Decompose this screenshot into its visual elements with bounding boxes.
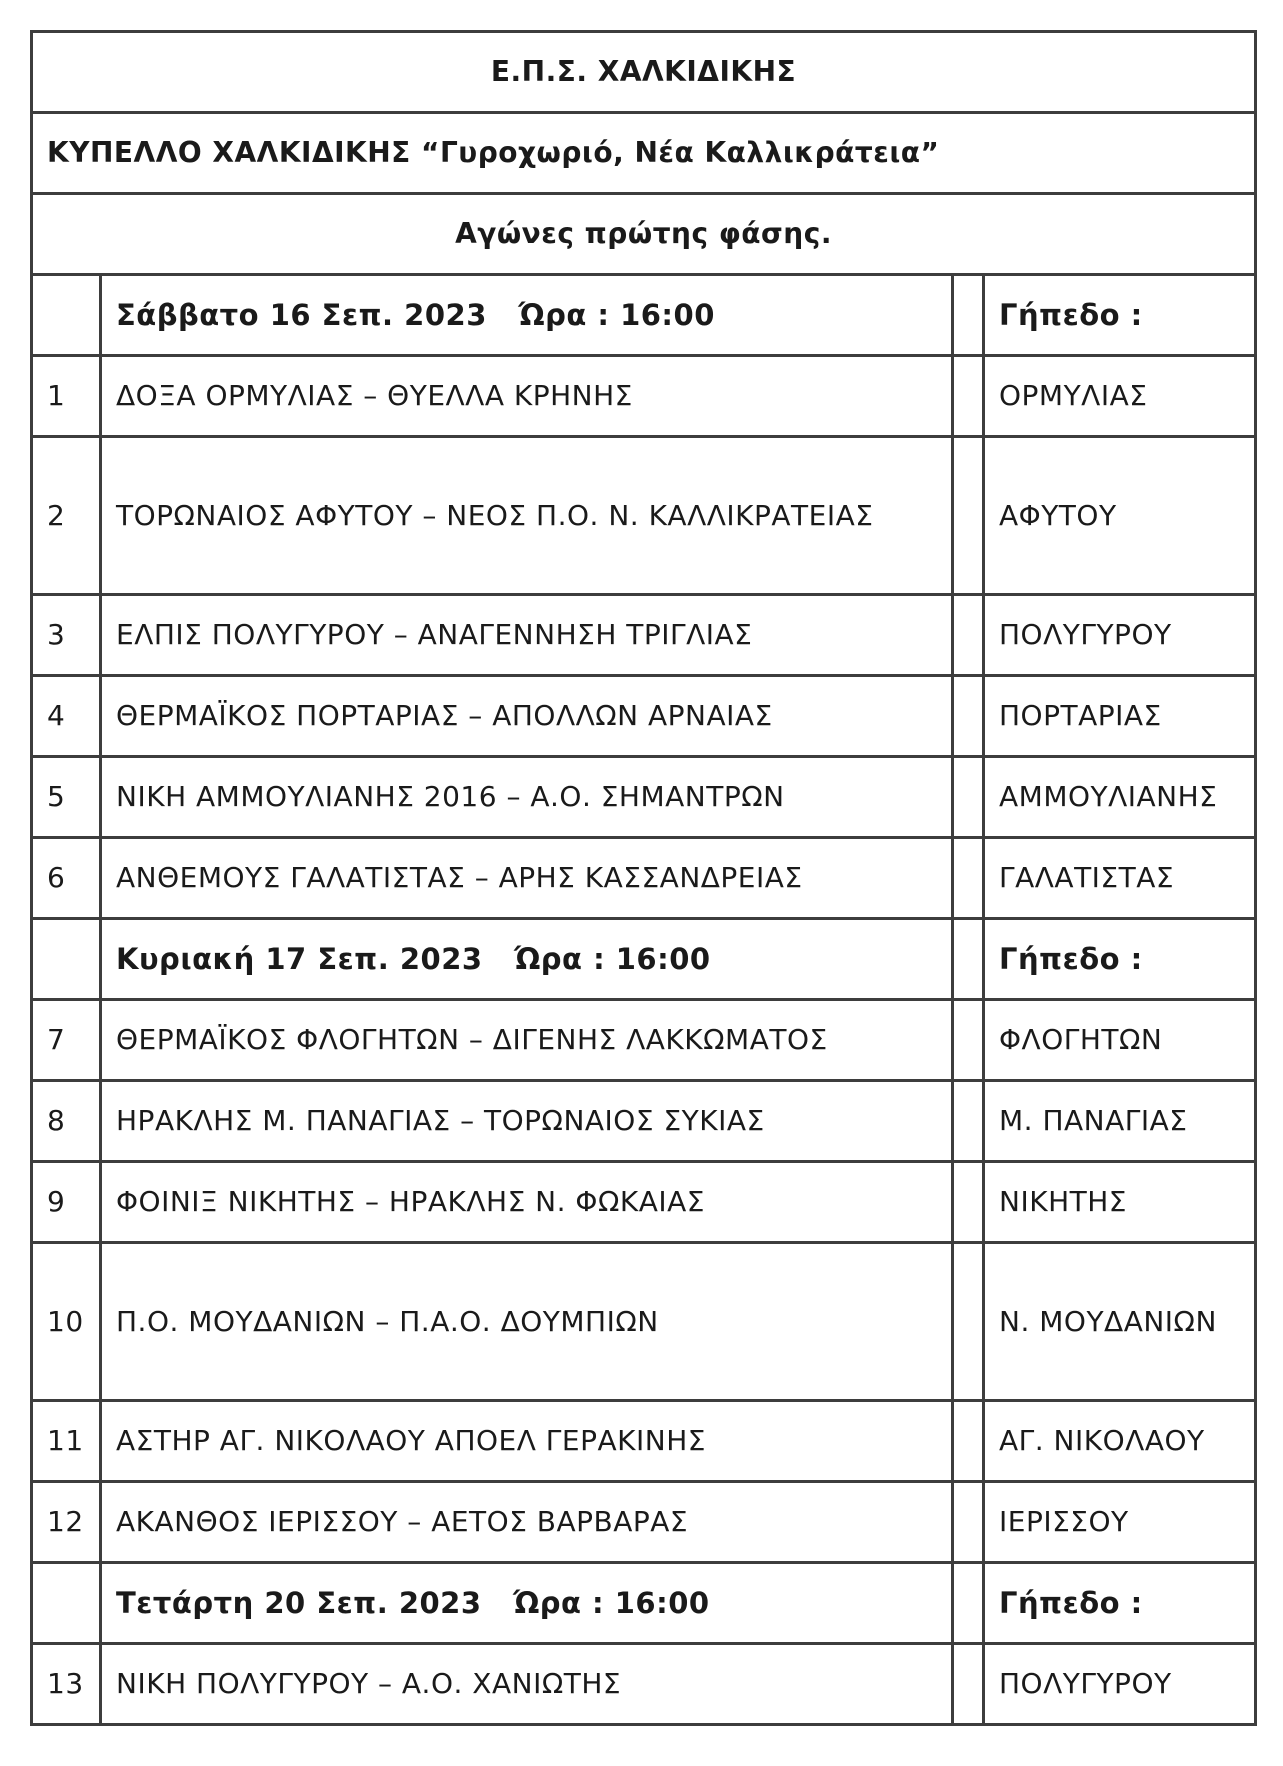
match-number: 7 xyxy=(32,1000,101,1081)
spacer-cell xyxy=(953,1081,984,1162)
spacer-cell xyxy=(953,1162,984,1243)
phase-title: Αγώνες πρώτης φάσης. xyxy=(32,194,1256,275)
day-header-row xyxy=(32,919,1256,1000)
match-venue: Μ. ΠΑΝΑΓΙΑΣ xyxy=(984,1081,1256,1162)
spacer-cell xyxy=(953,595,984,676)
match-teams: Π.Ο. ΜΟΥΔΑΝΙΩΝ – Π.Α.Ο. ΔΟΥΜΠΙΩΝ xyxy=(101,1243,953,1401)
spacer-cell xyxy=(953,1401,984,1482)
match-row xyxy=(32,757,1256,838)
match-teams: ΕΛΠΙΣ ΠΟΛΥΓΥΡΟΥ – ΑΝΑΓΕΝΝΗΣΗ ΤΡΙΓΛΙΑΣ xyxy=(101,595,953,676)
match-row xyxy=(32,1482,1256,1563)
spacer-cell xyxy=(953,919,984,1000)
match-number: 8 xyxy=(32,1081,101,1162)
spacer-cell xyxy=(953,1563,984,1644)
match-teams: ΤΟΡΩΝΑΙΟΣ ΑΦΥΤΟΥ – ΝΕΟΣ Π.Ο. Ν. ΚΑΛΛΙΚΡΑΤΕΙΑΣ xyxy=(101,437,953,595)
spacer-cell xyxy=(953,676,984,757)
cup-row xyxy=(32,113,1256,194)
match-venue: ΓΑΛΑΤΙΣΤΑΣ xyxy=(984,838,1256,919)
match-row xyxy=(32,437,1256,595)
spacer-cell xyxy=(953,757,984,838)
match-row xyxy=(32,356,1256,437)
day-date: Τετάρτη 20 Σεπ. 2023 xyxy=(116,1586,482,1620)
day-header-empty xyxy=(32,919,101,1000)
match-teams: ΘΕΡΜΑΪΚΟΣ ΠΟΡΤΑΡΙΑΣ – ΑΠΟΛΛΩΝ ΑΡΝΑΙΑΣ xyxy=(101,676,953,757)
day-time: Ώρα : 16:00 xyxy=(513,1586,710,1620)
match-row xyxy=(32,1644,1256,1725)
match-teams: ΑΣΤΗΡ ΑΓ. ΝΙΚΟΛΑΟΥ ΑΠΟΕΛ ΓΕΡΑΚΙΝΗΣ xyxy=(101,1401,953,1482)
match-venue: Ν. ΜΟΥΔΑΝΙΩΝ xyxy=(984,1243,1256,1401)
match-row xyxy=(32,676,1256,757)
spacer-cell xyxy=(953,1243,984,1401)
match-row xyxy=(32,838,1256,919)
match-venue: ΠΟΛΥΓΥΡΟΥ xyxy=(984,1644,1256,1725)
match-number: 11 xyxy=(32,1401,101,1482)
day-datetime xyxy=(101,1563,953,1644)
spacer-cell xyxy=(953,1644,984,1725)
spacer-cell xyxy=(953,838,984,919)
match-number: 3 xyxy=(32,595,101,676)
match-venue: ΝΙΚΗΤΗΣ xyxy=(984,1162,1256,1243)
spacer-cell xyxy=(953,437,984,595)
match-venue: ΙΕΡΙΣΣΟΥ xyxy=(984,1482,1256,1563)
match-number: 13 xyxy=(32,1644,101,1725)
match-venue: ΟΡΜΥΛΙΑΣ xyxy=(984,356,1256,437)
match-number: 10 xyxy=(32,1243,101,1401)
match-row xyxy=(32,1081,1256,1162)
match-number: 1 xyxy=(32,356,101,437)
federation-row xyxy=(32,32,1256,113)
day-header-empty xyxy=(32,275,101,356)
match-number: 2 xyxy=(32,437,101,595)
match-number: 12 xyxy=(32,1482,101,1563)
venue-label: Γήπεδο : xyxy=(984,919,1256,1000)
phase-row xyxy=(32,194,1256,275)
cup-title: ΚΥΠΕΛΛΟ ΧΑΛΚΙΔΙΚΗΣ “Γυροχωριό, Νέα Καλλικράτεια” xyxy=(32,113,1256,194)
match-teams: ΑΝΘΕΜΟΥΣ ΓΑΛΑΤΙΣΤΑΣ – ΑΡΗΣ ΚΑΣΣΑΝΔΡΕΙΑΣ xyxy=(101,838,953,919)
match-venue: ΠΟΛΥΓΥΡΟΥ xyxy=(984,595,1256,676)
match-venue: ΑΓ. ΝΙΚΟΛΑΟΥ xyxy=(984,1401,1256,1482)
day-datetime xyxy=(101,919,953,1000)
venue-label: Γήπεδο : xyxy=(984,275,1256,356)
match-row xyxy=(32,1243,1256,1401)
match-venue: ΑΦΥΤΟΥ xyxy=(984,437,1256,595)
day-date: Κυριακή 17 Σεπ. 2023 xyxy=(116,942,483,976)
match-row xyxy=(32,1401,1256,1482)
match-number: 4 xyxy=(32,676,101,757)
match-teams: ΝΙΚΗ ΠΟΛΥΓΥΡΟΥ – Α.Ο. ΧΑΝΙΩΤΗΣ xyxy=(101,1644,953,1725)
day-time: Ώρα : 16:00 xyxy=(518,298,715,332)
match-number: 9 xyxy=(32,1162,101,1243)
day-datetime xyxy=(101,275,953,356)
federation-title: Ε.Π.Σ. ΧΑΛΚΙΔΙΚΗΣ xyxy=(32,32,1256,113)
match-row xyxy=(32,1162,1256,1243)
match-teams: ΝΙΚΗ ΑΜΜΟΥΛΙΑΝΗΣ 2016 – Α.Ο. ΣΗΜΑΝΤΡΩΝ xyxy=(101,757,953,838)
match-venue: ΑΜΜΟΥΛΙΑΝΗΣ xyxy=(984,757,1256,838)
spacer-cell xyxy=(953,1000,984,1081)
match-teams: ΗΡΑΚΛΗΣ Μ. ΠΑΝΑΓΙΑΣ – ΤΟΡΩΝΑΙΟΣ ΣΥΚΙΑΣ xyxy=(101,1081,953,1162)
day-header-empty xyxy=(32,1563,101,1644)
spacer-cell xyxy=(953,1482,984,1563)
spacer-cell xyxy=(953,275,984,356)
match-number: 6 xyxy=(32,838,101,919)
match-teams: ΘΕΡΜΑΪΚΟΣ ΦΛΟΓΗΤΩΝ – ΔΙΓΕΝΗΣ ΛΑΚΚΩΜΑΤΟΣ xyxy=(101,1000,953,1081)
match-teams: ΑΚΑΝΘΟΣ ΙΕΡΙΣΣΟΥ – ΑΕΤΟΣ ΒΑΡΒΑΡΑΣ xyxy=(101,1482,953,1563)
match-row xyxy=(32,1000,1256,1081)
day-date: Σάββατο 16 Σεπ. 2023 xyxy=(116,298,487,332)
fixtures-body xyxy=(32,32,1256,1725)
match-number: 5 xyxy=(32,757,101,838)
day-time: Ώρα : 16:00 xyxy=(514,942,711,976)
match-teams: ΔΟΞΑ ΟΡΜΥΛΙΑΣ – ΘΥΕΛΛΑ ΚΡΗΝΗΣ xyxy=(101,356,953,437)
match-teams: ΦΟΙΝΙΞ ΝΙΚΗΤΗΣ – ΗΡΑΚΛΗΣ Ν. ΦΩΚΑΙΑΣ xyxy=(101,1162,953,1243)
day-header-row xyxy=(32,275,1256,356)
fixtures-table xyxy=(30,30,1257,1726)
day-header-row xyxy=(32,1563,1256,1644)
match-row xyxy=(32,595,1256,676)
spacer-cell xyxy=(953,356,984,437)
match-venue: ΦΛΟΓΗΤΩΝ xyxy=(984,1000,1256,1081)
venue-label: Γήπεδο : xyxy=(984,1563,1256,1644)
match-venue: ΠΟΡΤΑΡΙΑΣ xyxy=(984,676,1256,757)
